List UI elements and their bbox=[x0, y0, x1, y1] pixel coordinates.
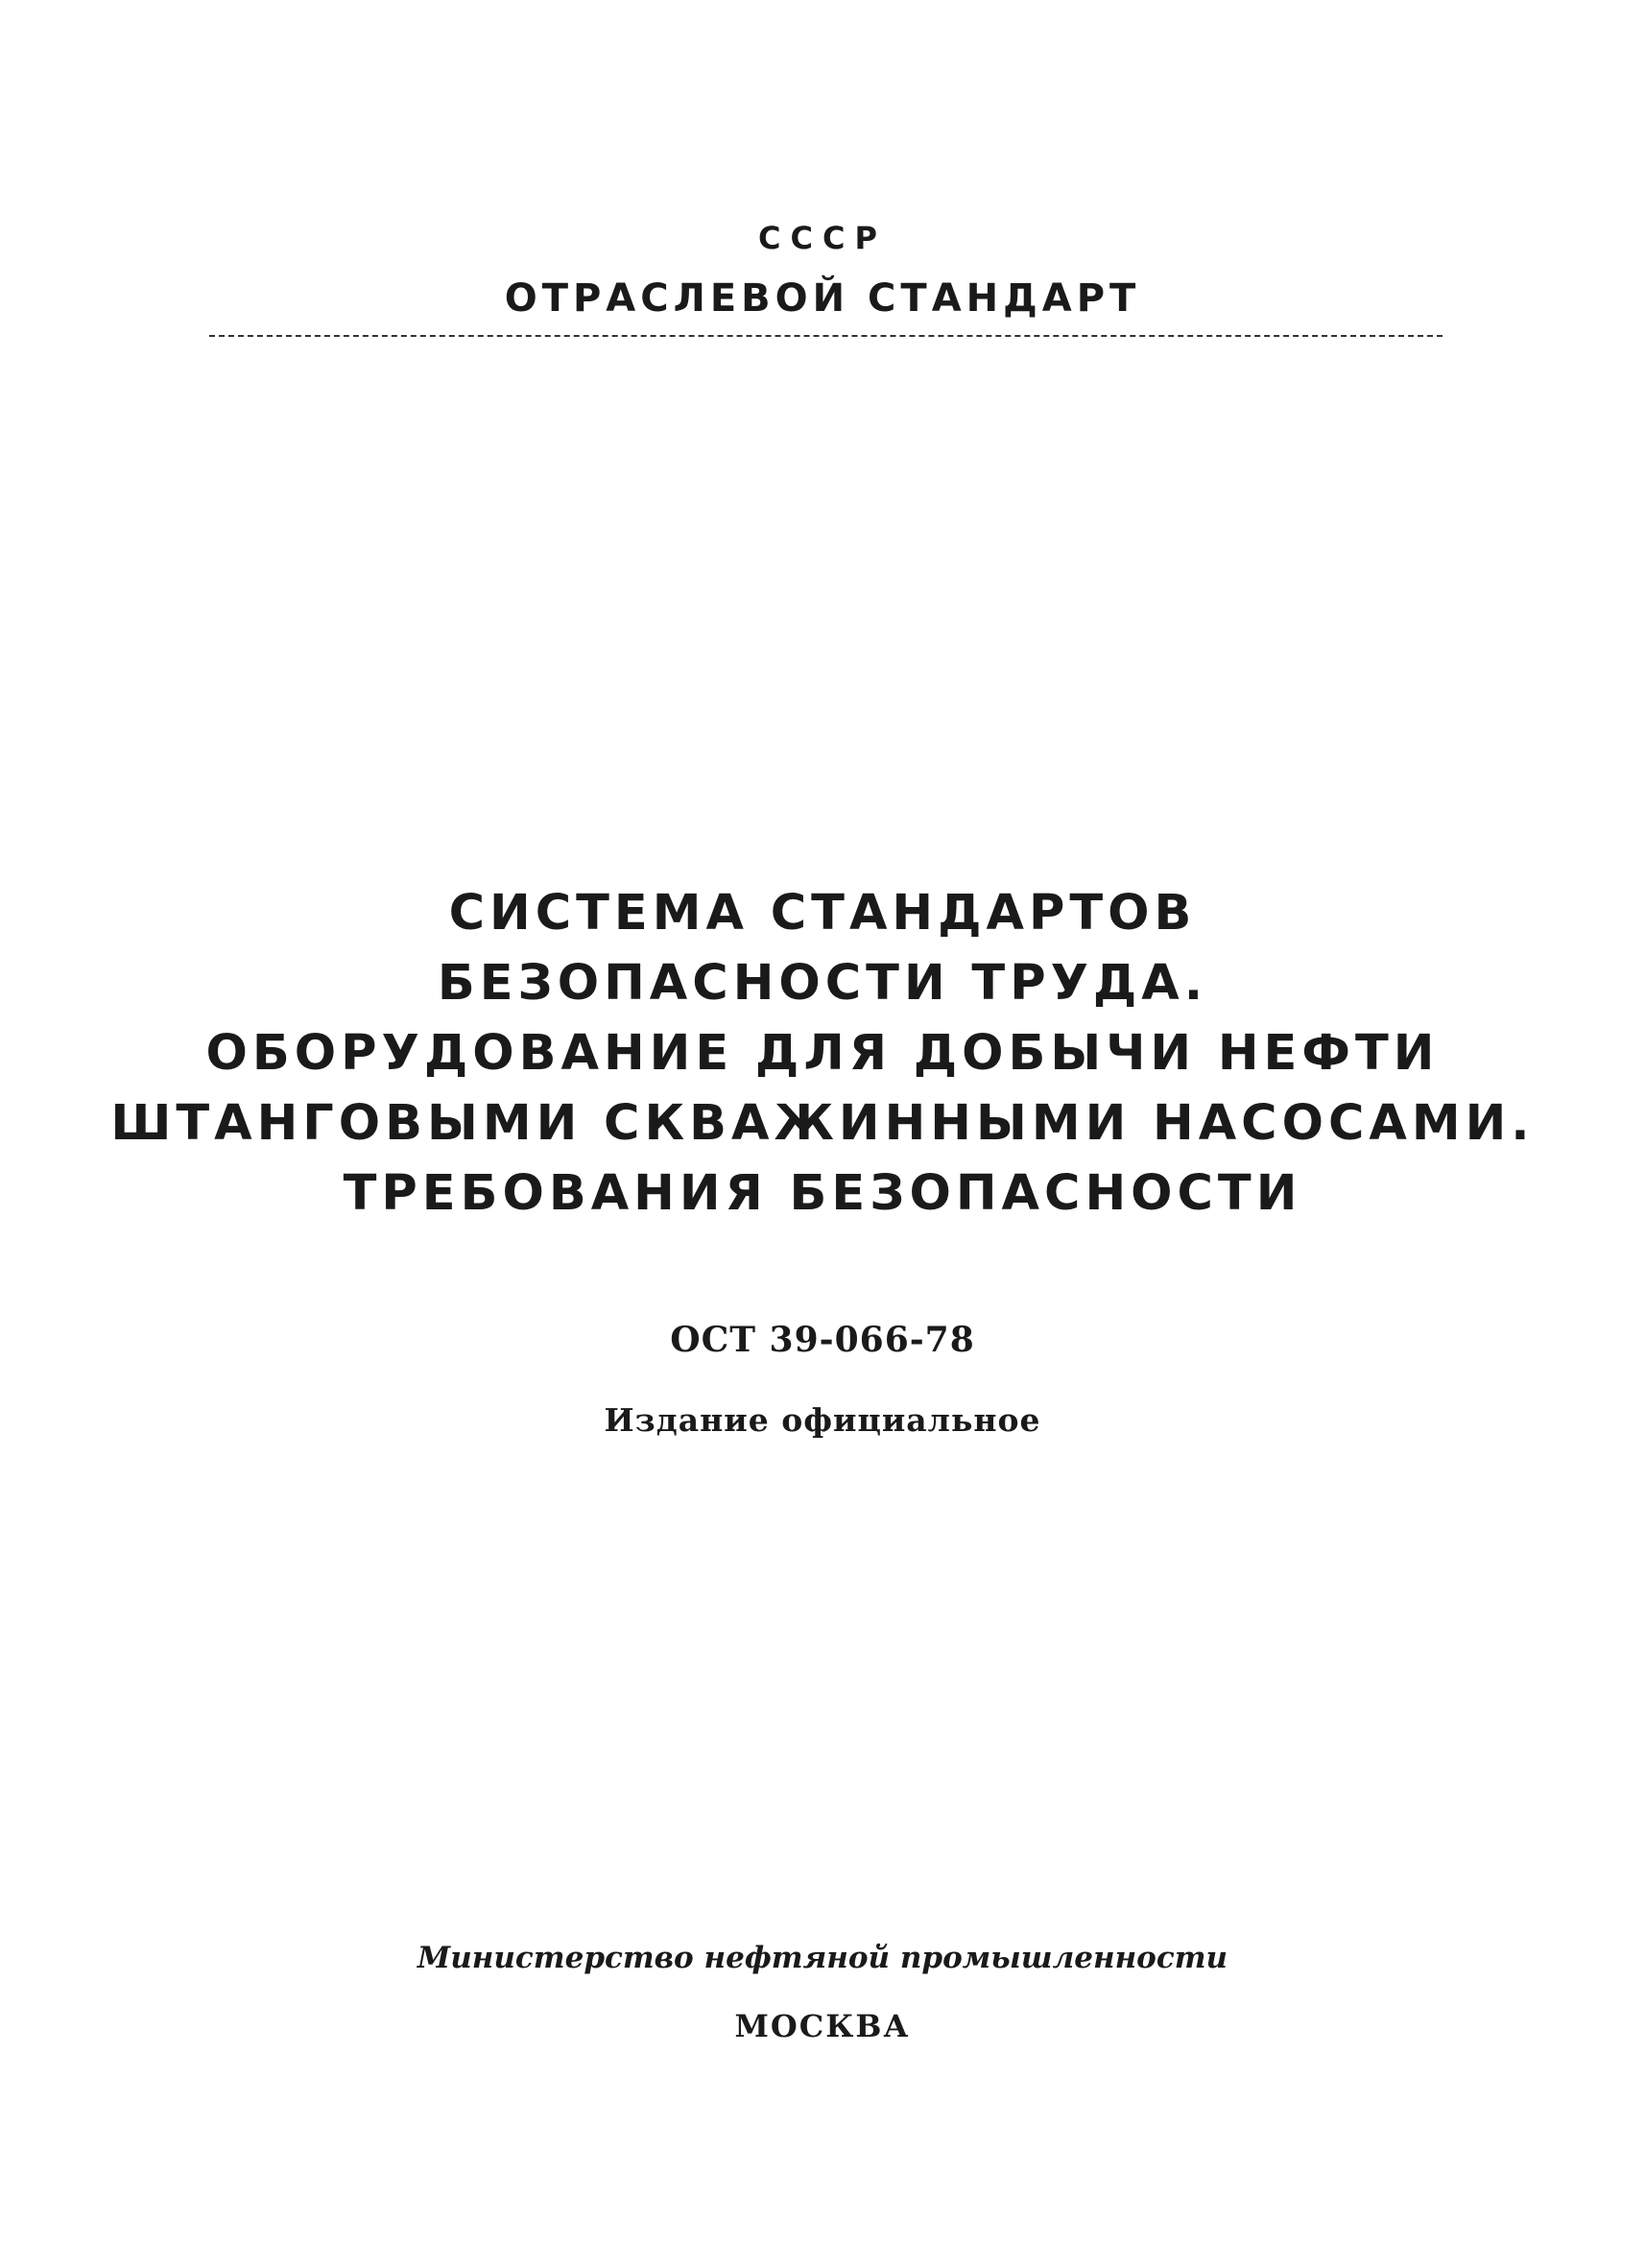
standard-designation: ОСТ 39-066-78 bbox=[670, 1320, 975, 1360]
header-divider bbox=[209, 335, 1442, 337]
country-name: СССР bbox=[758, 220, 887, 256]
document-title bbox=[0, 878, 1645, 1229]
standard-type: ОТРАСЛЕВОЙ СТАНДАРТ bbox=[504, 276, 1141, 321]
title-line: ШТАНГОВЫМИ СКВАЖИННЫМИ НАСОСАМИ. bbox=[110, 1095, 1535, 1152]
title-line: БЕЗОПАСНОСТИ ТРУДА. bbox=[437, 955, 1208, 1012]
edition-note: Издание официальное bbox=[604, 1401, 1041, 1439]
title-line: ОБОРУДОВАНИЕ ДЛЯ ДОБЫЧИ НЕФТИ bbox=[205, 1025, 1440, 1082]
document-header bbox=[0, 219, 1645, 322]
publication-city: МОСКВА bbox=[734, 2008, 911, 2044]
publisher-name: Министерство нефтяной промышленности bbox=[417, 1941, 1228, 1975]
title-line: СИСТЕМА СТАНДАРТОВ bbox=[448, 885, 1197, 942]
title-line: ТРЕБОВАНИЯ БЕЗОПАСНОСТИ bbox=[343, 1165, 1302, 1222]
